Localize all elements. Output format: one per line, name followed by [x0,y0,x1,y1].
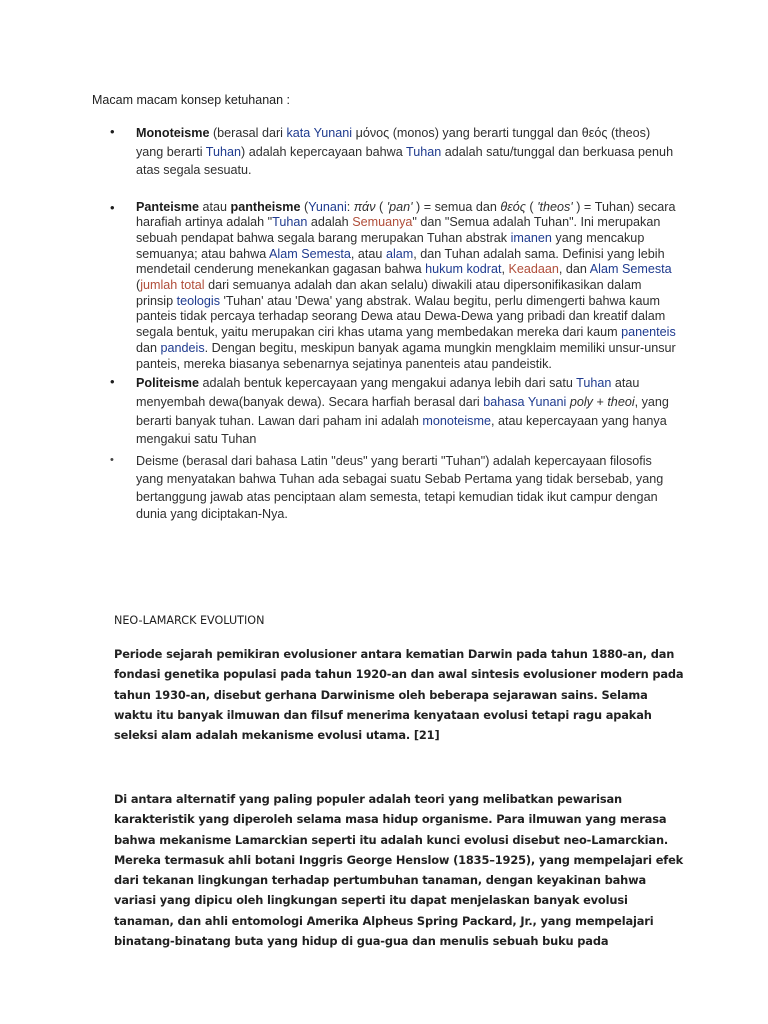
text-run: μόνος (monos) yang berarti tunggal dan θεός (theos) yang berarti [136,126,651,159]
text-run: + [592,394,608,409]
inline-link[interactable]: Yunani [313,126,353,140]
inline-link[interactable]: Keadaan [508,262,559,277]
inline-link[interactable]: panenteis [621,325,676,340]
list-item-text [136,453,680,524]
text-run: (berasal dari [209,126,287,140]
text-run: 'theos' [537,199,573,214]
bullet-icon: • [110,374,115,390]
list-item-text [136,200,680,373]
text-run: adalah bentuk kepercayaan yang mengakui adanya lebih dari satu [199,376,577,391]
inline-link[interactable]: pandeis [160,340,205,355]
inline-link[interactable]: Tuhan [272,215,308,230]
paragraph-2: Di antara alternatif yang paling populer adalah teori yang melibatkan pewarisan karakteristik yang diperoleh selama masa hidup organisme. Para ilmuwan yang merasa bahwa mekanisme Lamarckian seperti itu adalah kunci evolusi disebut neo-Lamarckian. Mereka termasuk ahli botani Inggris George Henslow (1835–1925), yang mempelajari efek dari tekanan lingkungan terhadap pertumbuhan tanaman, dengan keyakinan bahwa variasi yang dipicu oleh lingkungan seperti itu dapat menjelaskan banyak evolusi tanaman, dan ahli entomologi Amerika Alpheus Spring Packard, Jr., yang mempelajari binatang-binatang buta yang hidup di gua-gua dan menulis sebuah buku pada [114,792,684,949]
list-item-monoteisme [110,124,680,180]
text-run: . Dengan begitu, meskipun banyak agama mungkin mengklaim memiliki unsur-unsur panteis, mereka biasanya sebenarnya sejatinya panenteis atau pandeistik. [136,340,676,371]
paragraph-1: Periode sejarah pemikiran evolusioner antara kematian Darwin pada tahun 1880-an, dan fondasi genetika populasi pada tahun 1920-an dan awal sintesis evolusioner modern pada tahun 1930-an, disebut gerhana Darwinisme oleh beberapa sejarawan sains. Selama waktu itu banyak ilmuwan dan filsuf menerima kenyataan evolusi tetapi ragu apakah seleksi alam adalah mekanisme evolusi utama. [21] [114,647,684,743]
text-run: Deisme (berasal dari bahasa Latin "deus" yang berarti "Tuhan") adalah kepercayaan filosofis yang menyatakan bahwa Tuhan ada sebagai suatu Sebab Pertama yang tidak bersebab, yang bertanggung jawab atas penciptaan alam semesta, tetapi kemudian tidak ikut campur dengan dunia yang diciptakan-Nya. [136,454,664,522]
section-title-konsep-ketuhanan: Macam macam konsep ketuhanan : [92,93,291,107]
term-bold: Monoteisme [136,126,210,140]
text-run: atau [199,199,231,214]
text-run: ) = semua dan [412,199,501,214]
text-run: theoi [607,394,635,409]
inline-link[interactable]: monoteisme [422,413,491,428]
inline-link[interactable]: Yunani [308,199,347,214]
list-item-panteisme [110,200,680,373]
text-run: adalah [307,215,353,230]
text-run: ( [136,278,141,293]
text-run: dari semuanya adalah dan akan selalu) diwakili atau dipersonifikasikan dalam prinsip [136,278,642,308]
text-run: , atau kepercayaan yang hanya mengakui satu Tuhan [136,413,667,447]
inline-link[interactable]: teologis [176,293,221,308]
list-item-text [136,374,680,449]
text-run: adalah satu/tunggal dan berkuasa penuh atas segala sesuatu. [136,144,674,177]
inline-link[interactable]: alam [385,246,414,261]
term-bold: Politeisme [136,376,199,391]
text-run: 'Tuhan' atau 'Dewa' yang abstrak. Walau begitu, perlu dimengerti bahwa kaum panteis tidak percaya terhadap seorang Dewa atau Dewa-Dewa yang pribadi dan kreatif dalam segala bentuk, yaitu merupakan ciri khas utama yang membedakan mereka dari kaum [136,293,666,340]
inline-link[interactable]: bahasa Yunani [483,394,567,409]
inline-link[interactable]: Alam Semesta [269,246,351,261]
text-run: 'pan' [386,199,413,214]
inline-link[interactable]: Semuanya [352,215,413,230]
bullet-icon: • [110,124,115,139]
text-run: " dan "Semua adalah Tuhan". Ini merupakan sebuah pendapat bahwa segala barang merupakan Tuhan abstrak [136,215,661,245]
bullet-icon: • [110,454,114,467]
text-run: πάν [353,199,376,214]
section-title-neo-lamarck: NEO-LAMARCK EVOLUTION [114,614,265,627]
section-neo-lamarck [114,614,684,949]
inline-link[interactable]: jumlah total [140,278,205,293]
inline-link[interactable]: hukum kodrat [425,262,502,277]
text-run: ) = Tuhan) secara harafiah artinya adalah " [136,199,676,230]
text-run: , atau [350,246,386,261]
term-bold: pantheisme [230,199,301,214]
list-item-text [136,124,680,180]
text-run: ( [375,199,387,214]
bullet-icon: • [110,199,115,215]
text-run: , yang berarti banyak tuhan. Lawan dari paham ini adalah [136,394,669,428]
text-run: yang mencakup semuanya; atau bahwa [136,230,645,261]
inline-link[interactable]: Tuhan [576,376,612,391]
text-run: ( [300,199,309,214]
term-bold: Panteisme [136,199,199,214]
inline-link[interactable]: imanen [510,230,552,245]
list-item-deisme [110,453,680,524]
text-run: , dan Tuhan adalah sama. Definisi yang lebih mendetail cenderung menekankan gagasan bahwa [136,246,665,277]
concept-list [110,124,680,524]
text-run: θεός [500,199,526,214]
inline-link[interactable]: kata [286,126,311,140]
inline-link[interactable]: Alam Semesta [589,262,672,277]
text-run: dan [136,340,161,355]
list-item-politeisme [110,374,680,449]
inline-link[interactable]: Tuhan [406,144,442,159]
inline-link[interactable]: Tuhan [205,144,242,159]
text-run: ) adalah kepercayaan bahwa [241,144,407,159]
text-run: , dan [558,262,590,277]
text-run: atau menyembah dewa(banyak dewa). Secara harfiah berasal dari [136,376,640,409]
text-run: , [501,262,509,277]
text-run: poly [569,394,593,409]
text-run: ( [525,199,538,214]
text-run: : [346,199,354,214]
